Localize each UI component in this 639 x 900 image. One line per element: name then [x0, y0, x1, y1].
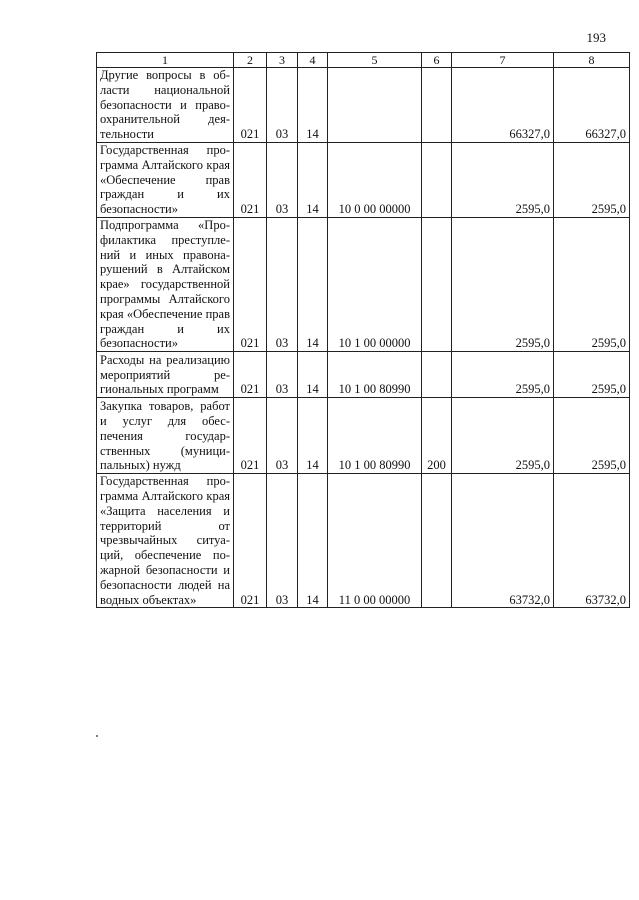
cell-amount-total: 2595,0 — [554, 143, 630, 218]
table-row — [97, 143, 630, 218]
column-header: 2 — [234, 53, 267, 68]
cell-amount-total: 2595,0 — [554, 398, 630, 474]
row-name: Государственная программа Алтайского края «Защита населения и территорий от чрезвычайных ситуаций, обеспечение пожарной безопасности и безопасности людей на водных объектах» — [97, 474, 234, 608]
cell-expense-type: 200 — [422, 398, 452, 474]
cell-subsection: 14 — [298, 218, 328, 352]
cell-expense-type — [422, 68, 452, 143]
row-name: Государственная программа Алтайского края «Обеспечение прав граждан и их безопасности» — [97, 143, 234, 218]
cell-section: 03 — [267, 352, 298, 398]
table-header-row — [97, 53, 630, 68]
cell-amount-total: 63732,0 — [554, 474, 630, 608]
scan-speck — [96, 735, 98, 737]
column-header: 5 — [328, 53, 422, 68]
cell-subsection: 14 — [298, 352, 328, 398]
column-header: 3 — [267, 53, 298, 68]
column-header: 1 — [97, 53, 234, 68]
cell-target-article: 11 0 00 00000 — [328, 474, 422, 608]
budget-table — [96, 52, 630, 608]
cell-expense-type — [422, 474, 452, 608]
row-name: Закупка товаров, работ и услуг для обеспечения государственных (муниципальных) нужд — [97, 398, 234, 474]
table-row — [97, 218, 630, 352]
cell-expense-type — [422, 143, 452, 218]
cell-amount-total: 2595,0 — [554, 218, 630, 352]
cell-subsection: 14 — [298, 68, 328, 143]
cell-section: 03 — [267, 474, 298, 608]
cell-subsection: 14 — [298, 143, 328, 218]
cell-target-article: 10 1 00 80990 — [328, 352, 422, 398]
cell-amount-total: 2595,0 — [554, 352, 630, 398]
cell-amount: 63732,0 — [452, 474, 554, 608]
column-header: 7 — [452, 53, 554, 68]
page-number: 193 — [586, 30, 606, 45]
cell-subsection: 14 — [298, 474, 328, 608]
table-row — [97, 352, 630, 398]
cell-amount: 2595,0 — [452, 218, 554, 352]
cell-amount: 2595,0 — [452, 143, 554, 218]
cell-target-article — [328, 68, 422, 143]
row-name: Другие вопросы в области национальной безопасности и правоохранительной деятельности — [97, 68, 234, 143]
cell-admin-code: 021 — [234, 68, 267, 143]
cell-section: 03 — [267, 143, 298, 218]
cell-admin-code: 021 — [234, 218, 267, 352]
cell-amount: 2595,0 — [452, 398, 554, 474]
cell-amount: 66327,0 — [452, 68, 554, 143]
cell-expense-type — [422, 352, 452, 398]
cell-amount-total: 66327,0 — [554, 68, 630, 143]
table-row — [97, 398, 630, 474]
cell-section: 03 — [267, 68, 298, 143]
table-row — [97, 474, 630, 608]
cell-amount: 2595,0 — [452, 352, 554, 398]
cell-subsection: 14 — [298, 398, 328, 474]
cell-admin-code: 021 — [234, 143, 267, 218]
column-header: 6 — [422, 53, 452, 68]
cell-admin-code: 021 — [234, 398, 267, 474]
cell-section: 03 — [267, 218, 298, 352]
cell-target-article: 10 1 00 80990 — [328, 398, 422, 474]
cell-target-article: 10 1 00 00000 — [328, 218, 422, 352]
row-name: Подпрограмма «Профилактика преступлений и иных правонарушений в Алтайском крае» государственной программы Алтайского края «Обеспечение прав граждан и их безопасности» — [97, 218, 234, 352]
cell-section: 03 — [267, 398, 298, 474]
column-header: 4 — [298, 53, 328, 68]
cell-admin-code: 021 — [234, 352, 267, 398]
table-row — [97, 68, 630, 143]
cell-admin-code: 021 — [234, 474, 267, 608]
row-name: Расходы на реализацию мероприятий региональных программ — [97, 352, 234, 398]
cell-target-article: 10 0 00 00000 — [328, 143, 422, 218]
column-header: 8 — [554, 53, 630, 68]
cell-expense-type — [422, 218, 452, 352]
